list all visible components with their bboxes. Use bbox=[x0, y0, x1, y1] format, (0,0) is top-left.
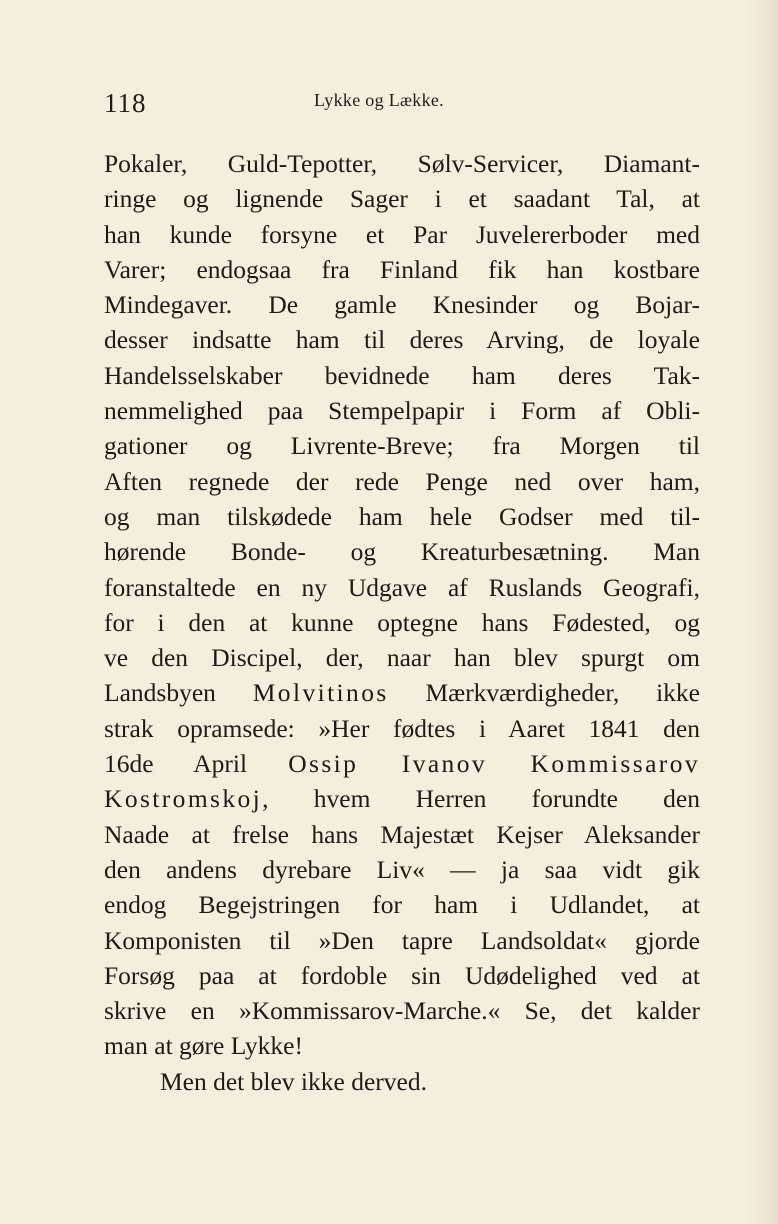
text-line-22: endog Begejstringen for ham i Udlandet, at bbox=[104, 890, 700, 920]
text-line-13: foranstaltede en ny Udgave af Ruslands Geografi, bbox=[104, 572, 700, 602]
text-line-23: Komponisten til »Den tapre Landsoldat« gjorde bbox=[104, 925, 700, 955]
text-line-16 bbox=[104, 675, 700, 710]
text-line-26: man at gøre Lykke! bbox=[104, 1031, 303, 1061]
text-line-24: Forsøg paa at fordoble sin Udødelighed ved at bbox=[104, 960, 700, 990]
text-line-9: gationer og Livrente-Breve; fra Morgen til bbox=[104, 431, 700, 461]
text-line-25: skrive en »Kommissarov-Marche.« Se, det kalder bbox=[104, 996, 700, 1026]
text-line-16-post: Mærkværdigheder, ikke bbox=[388, 678, 700, 708]
text-line-19-post: , hvem Herren forundte den bbox=[262, 784, 700, 814]
body-text bbox=[104, 146, 700, 1099]
text-line-5: Mindegaver. De gamle Knesinder og Bojar- bbox=[104, 290, 700, 320]
text-line-2: ringe og lignende Sager i et saadant Tal, at bbox=[104, 184, 700, 214]
page-number: 118 bbox=[104, 88, 147, 118]
text-line-8: nemmelighed paa Stempelpapir i Form af Obli- bbox=[104, 396, 700, 426]
text-line-17: strak opramsede: »Her fødtes i Aaret 1841 den bbox=[104, 713, 700, 743]
text-line-3: han kunde forsyne et Par Juvelererboder med bbox=[104, 219, 700, 249]
text-line-4: Varer; endogsaa fra Finland fik han kostbare bbox=[104, 254, 700, 284]
text-line-20: Naade at frelse hans Majestæt Kejser Aleksander bbox=[104, 819, 700, 849]
text-line-1: Pokaler, Guld-Tepotter, Sølv-Servicer, Diamant- bbox=[104, 149, 700, 178]
text-line-12: hørende Bonde- og Kreaturbesætning. Man bbox=[104, 537, 700, 567]
text-line-11: og man tilskødede ham hele Godser med til- bbox=[104, 501, 700, 531]
spaced-place-name: Molvitinos bbox=[252, 678, 389, 708]
text-line-10: Aften regnede der rede Penge ned over ham, bbox=[104, 466, 700, 496]
page-header bbox=[104, 88, 700, 118]
text-line-18-pre: 16de April bbox=[104, 749, 289, 779]
spaced-surname: Kostromskoj bbox=[104, 784, 263, 814]
text-line-15: ve den Discipel, der, naar han blev spurgt om bbox=[104, 643, 700, 673]
text-line-6: desser indsatte ham til deres Arving, de loyale bbox=[104, 325, 700, 355]
text-line-19 bbox=[104, 781, 700, 816]
text-line-18 bbox=[104, 746, 700, 781]
spaced-person-name: Ossip Ivanov Kommissarov bbox=[288, 749, 700, 779]
text-line-14: for i den at kunne optegne hans Fødested, og bbox=[104, 607, 700, 637]
closing-line: Men det blev ikke derved. bbox=[160, 1066, 427, 1096]
text-line-21: den andens dyrebare Liv« — ja saa vidt gik bbox=[104, 854, 700, 884]
running-title: Lykke og Lække. bbox=[314, 90, 444, 110]
text-line-7: Handelsselskaber bevidnede ham deres Tak- bbox=[104, 360, 700, 390]
text-line-16-pre: Landsbyen bbox=[104, 678, 253, 708]
